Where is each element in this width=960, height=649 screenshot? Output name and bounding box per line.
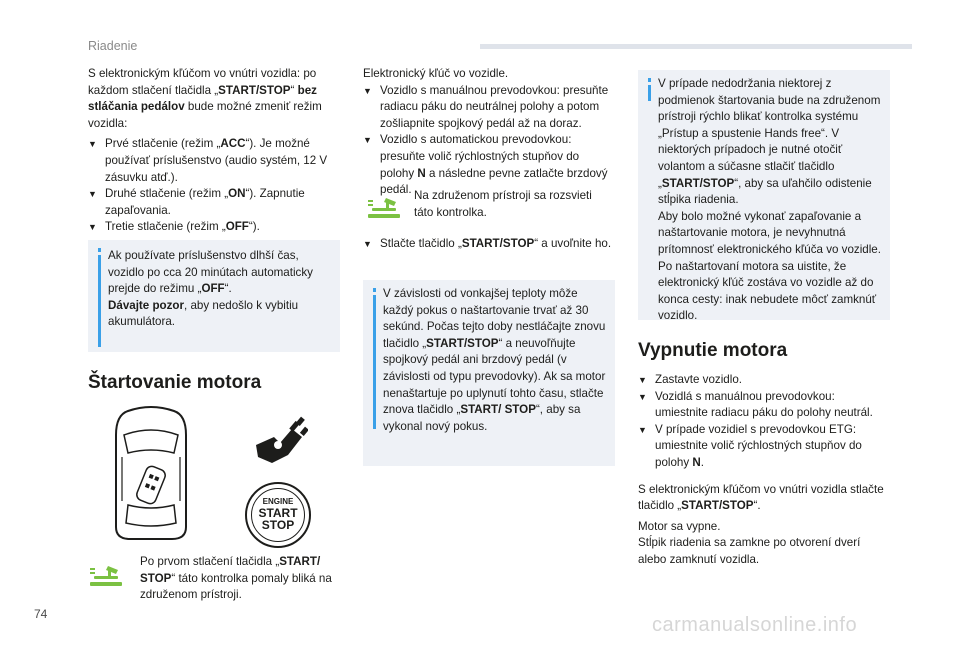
info-icon bbox=[373, 288, 376, 292]
info-icon bbox=[648, 78, 651, 82]
info-box-hands-free: V prípade nedodržania niektorej z podmienok štartovania bude na združenom prístroji rýchlo blikať kontrolka systému „Prístup a spustenie Hands free“. V niektorých prípadoch je nutné otočiť volantom a súčasne stlačiť tlačidlo „START/STOP“, aby sa uľahčilo odistenie stĺpika riadenia. Aby bolo možné vykonať zapaľovanie a naštartovanie motora, je nevyhnutná prítomnosť elektronického kľúča vo vozidle. Po naštartovaní motora sa uistite, že elektronický kľúč zostáva vo vozidle až do konca cesty: inak nebudete môcť zamknúť vozidlo. bbox=[638, 70, 890, 320]
bullet-item: ▼ V prípade vozidiel s prevodovkou ETG: umiestnite volič rýchlostných stupňov do polohy N. bbox=[638, 422, 890, 472]
bullet-item: ▼ Zastavte vozidlo. bbox=[638, 372, 890, 389]
section-label: Riadenie bbox=[88, 39, 138, 53]
bullet-item: ▼ Vozidlo s automatickou prevodovkou: presuňte volič rýchlostných stupňov do polohy N a následne pevne zatlačte brzdový pedál. bbox=[363, 132, 613, 198]
arrow-bullet-icon: ▼ bbox=[638, 375, 647, 385]
bullet-item: ▼ Vozidlo s manuálnou prevodovkou: presuňte radiacu páku do neutrálnej polohy a potom zošliapnite spojkový pedál až na doraz. bbox=[363, 83, 613, 133]
steering-lock-lamp-icon bbox=[88, 564, 124, 590]
heading-stop-engine: Vypnutie motora bbox=[638, 340, 788, 361]
bullet-item: ▼ Tretie stlačenie (režim „OFF“). bbox=[88, 219, 350, 236]
watermark: carmanualsonline.info bbox=[652, 614, 858, 636]
bullet-item: ▼ Vozidlá s manuálnou prevodovkou: umiestnite radiacu páku do polohy neutrál. bbox=[638, 389, 890, 422]
arrow-bullet-icon: ▼ bbox=[88, 189, 97, 200]
column-2 bbox=[363, 66, 613, 199]
arrow-bullet-icon: ▼ bbox=[88, 222, 97, 233]
press-button-step bbox=[363, 236, 613, 253]
lamp-description: Po prvom stlačení tlačidla „START/ STOP“ táto kontrolka pomaly bliká na združenom prístroji. bbox=[140, 555, 332, 602]
arrow-bullet-icon: ▼ bbox=[638, 424, 647, 435]
hand-pressing-button-icon bbox=[252, 415, 308, 467]
header-bar bbox=[480, 44, 912, 49]
page-number: 74 bbox=[34, 607, 48, 621]
bullet-item: ▼ Stlačte tlačidlo „START/STOP“ a uvoľnite ho. bbox=[363, 236, 613, 253]
engine-off-text: Motor sa vypne. bbox=[638, 519, 721, 533]
intro-paragraph: S elektronickým kľúčom vo vnútri vozidla: po každom stlačení tlačidla „START/STOP“ bez stláčania pedálov bude možné zmeniť režim vozidla: bbox=[88, 67, 322, 130]
key-in-vehicle-text: Elektronický kľúč vo vozidle. bbox=[363, 67, 509, 80]
lamp-description-2: Na združenom prístroji sa rozsvieti táto kontrolka. bbox=[414, 189, 592, 219]
arrow-bullet-icon: ▼ bbox=[638, 391, 647, 402]
arrow-bullet-icon: ▼ bbox=[363, 135, 372, 146]
steering-lock-lamp-icon bbox=[366, 196, 402, 222]
arrow-bullet-icon: ▼ bbox=[88, 139, 97, 150]
engine-start-stop-button-icon: ENGINE START STOP bbox=[245, 482, 311, 548]
info-box-accessories: Ak používate príslušenstvo dlhší čas, vozidlo po cca 20 minútach automaticky prejde do režimu „OFF“. Dávajte pozor, aby nedošlo k vybitiu akumulátora. bbox=[88, 240, 340, 352]
arrow-bullet-icon: ▼ bbox=[363, 85, 372, 96]
stop-paragraph: S elektronickým kľúčom vo vnútri vozidla stlačte tlačidlo „START/STOP“. bbox=[638, 482, 884, 513]
steering-lock-text: Stĺpik riadenia sa zamkne po otvorení dverí alebo zamknutí vozidla. bbox=[638, 536, 861, 566]
bullet-item: ▼ Druhé stlačenie (režim „ON“). Zapnutie zapaľovania. bbox=[88, 186, 350, 219]
info-icon bbox=[98, 248, 101, 252]
car-with-key-icon bbox=[108, 405, 194, 541]
column-3-steps bbox=[638, 372, 890, 573]
bullet-item: ▼ Prvé stlačenie (režim „ACC“). Je možné používať príslušenstvo (audio systém, 12 V zásuvku atď.). bbox=[88, 136, 350, 186]
column-1 bbox=[88, 66, 350, 236]
heading-start-engine: Štartovanie motora bbox=[88, 372, 262, 393]
arrow-bullet-icon: ▼ bbox=[363, 239, 372, 249]
info-box-temperature: V závislosti od vonkajšej teploty môže každý pokus o naštartovanie trvať až 30 sekúnd. Počas tejto doby nestláčajte znovu tlačidlo „START/STOP“ a neuvoľňujte spojkový pedál ani brzdový pedál (v závislosti od typu prevodovky). Ak sa motor nenaštartuje po uplynutí tohto času, stlačte znova tlačidlo „START/ STOP“, aby sa vykonal nový pokus. bbox=[363, 280, 615, 466]
